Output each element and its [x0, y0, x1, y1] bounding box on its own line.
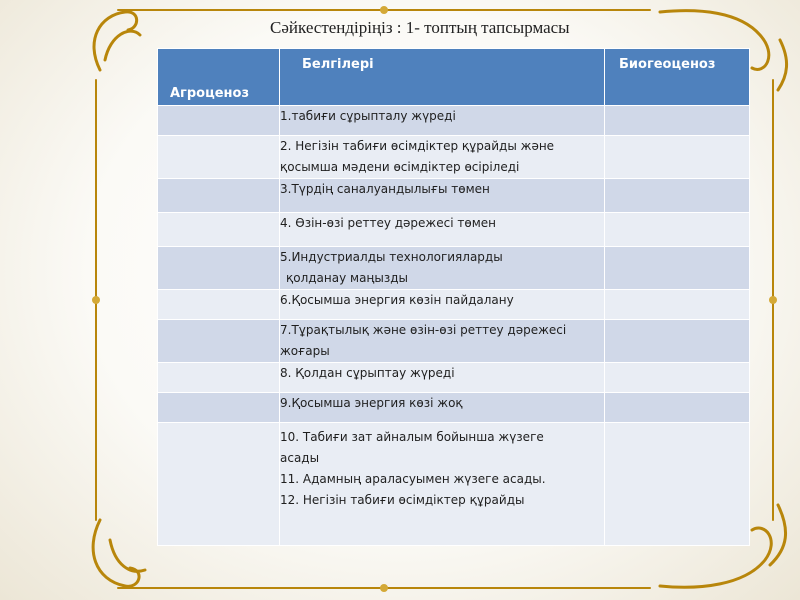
- feature-text: 8. Қолдан сұрыптау жүреді: [280, 366, 455, 380]
- agro-cell: [158, 393, 280, 423]
- bio-cell: [605, 393, 750, 423]
- feature-text: қолданау маңызды: [286, 271, 408, 285]
- feature-text: 6.Қосымша энергия көзін пайдалану: [280, 293, 514, 307]
- header-agrocenosis: Агроценоз: [158, 49, 280, 106]
- feature-text: 7.Тұрақтылық және өзін-өзі реттеу дәрежесі: [280, 323, 567, 337]
- feature-text: 1.табиғи сұрыпталу жүреді: [280, 109, 456, 123]
- feature-text: 2. Негізін табиғи өсімдіктер құрайды және: [280, 139, 555, 153]
- bio-cell: [605, 320, 750, 363]
- feature-cell: [280, 363, 605, 393]
- agro-cell: [158, 363, 280, 393]
- scroll-bottom-left: [93, 520, 139, 586]
- ornament-top-center: [380, 6, 388, 14]
- slide-title: Сәйкестендіріңіз : 1- топтың тапсырмасы: [270, 18, 570, 37]
- table-row: [158, 179, 750, 213]
- bio-cell: [605, 363, 750, 393]
- feature-cell: [280, 106, 605, 136]
- bio-cell: [605, 179, 750, 213]
- feature-text: 9.Қосымша энергия көзі жоқ: [280, 396, 463, 410]
- table-row: [158, 423, 750, 546]
- table-row: [158, 290, 750, 320]
- scroll-top-right-inner: [778, 40, 787, 90]
- bio-cell: [605, 136, 750, 179]
- feature-cell: [280, 290, 605, 320]
- table-row: [158, 393, 750, 423]
- feature-text: 12. Негізін табиғи өсімдіктер құрайды: [280, 493, 525, 507]
- bio-cell: [605, 423, 750, 546]
- ornament-right-center: [769, 296, 777, 304]
- scroll-bottom-left-inner: [110, 540, 145, 571]
- table-row: [158, 363, 750, 393]
- feature-text: 10. Табиғи зат айналым бойынша жүзеге: [280, 430, 544, 444]
- table-row: [158, 136, 750, 179]
- agro-cell: [158, 213, 280, 247]
- bio-cell: [605, 213, 750, 247]
- feature-text: 3.Түрдің саналуандылығы төмен: [280, 182, 490, 196]
- scroll-top-left-inner: [105, 31, 140, 60]
- feature-cell: [280, 136, 605, 179]
- table-header-row: [158, 49, 750, 106]
- ornament-left-center: [92, 296, 100, 304]
- feature-text: 5.Индустриалды технологияларды: [280, 250, 503, 264]
- feature-text: 11. Адамның араласуымен жүзеге асады.: [280, 472, 546, 486]
- table-row: [158, 247, 750, 290]
- agro-cell: [158, 179, 280, 213]
- feature-cell: [280, 213, 605, 247]
- header-features: Белгілері: [280, 49, 605, 106]
- feature-cell: [280, 247, 605, 290]
- feature-text: 4. Өзін-өзі реттеу дәрежесі төмен: [280, 216, 496, 230]
- agro-cell: [158, 247, 280, 290]
- feature-cell: [280, 179, 605, 213]
- feature-text: қосымша мәдени өсімдіктер өсіріледі: [280, 160, 520, 174]
- agro-cell: [158, 106, 280, 136]
- feature-cell: [280, 423, 605, 546]
- table-row: [158, 106, 750, 136]
- table-row: [158, 320, 750, 363]
- header-biogeocenosis: Биогеоценоз: [605, 49, 750, 106]
- agro-cell: [158, 290, 280, 320]
- agro-cell: [158, 320, 280, 363]
- matching-table: [157, 48, 750, 546]
- bio-cell: [605, 247, 750, 290]
- agro-cell: [158, 423, 280, 546]
- bio-cell: [605, 106, 750, 136]
- feature-text: жоғары: [280, 344, 330, 358]
- feature-cell: [280, 393, 605, 423]
- feature-text: асады: [280, 451, 320, 465]
- feature-cell: [280, 320, 605, 363]
- table-row: [158, 213, 750, 247]
- agro-cell: [158, 136, 280, 179]
- ornament-bottom-center: [380, 584, 388, 592]
- scroll-top-left: [94, 12, 137, 70]
- bio-cell: [605, 290, 750, 320]
